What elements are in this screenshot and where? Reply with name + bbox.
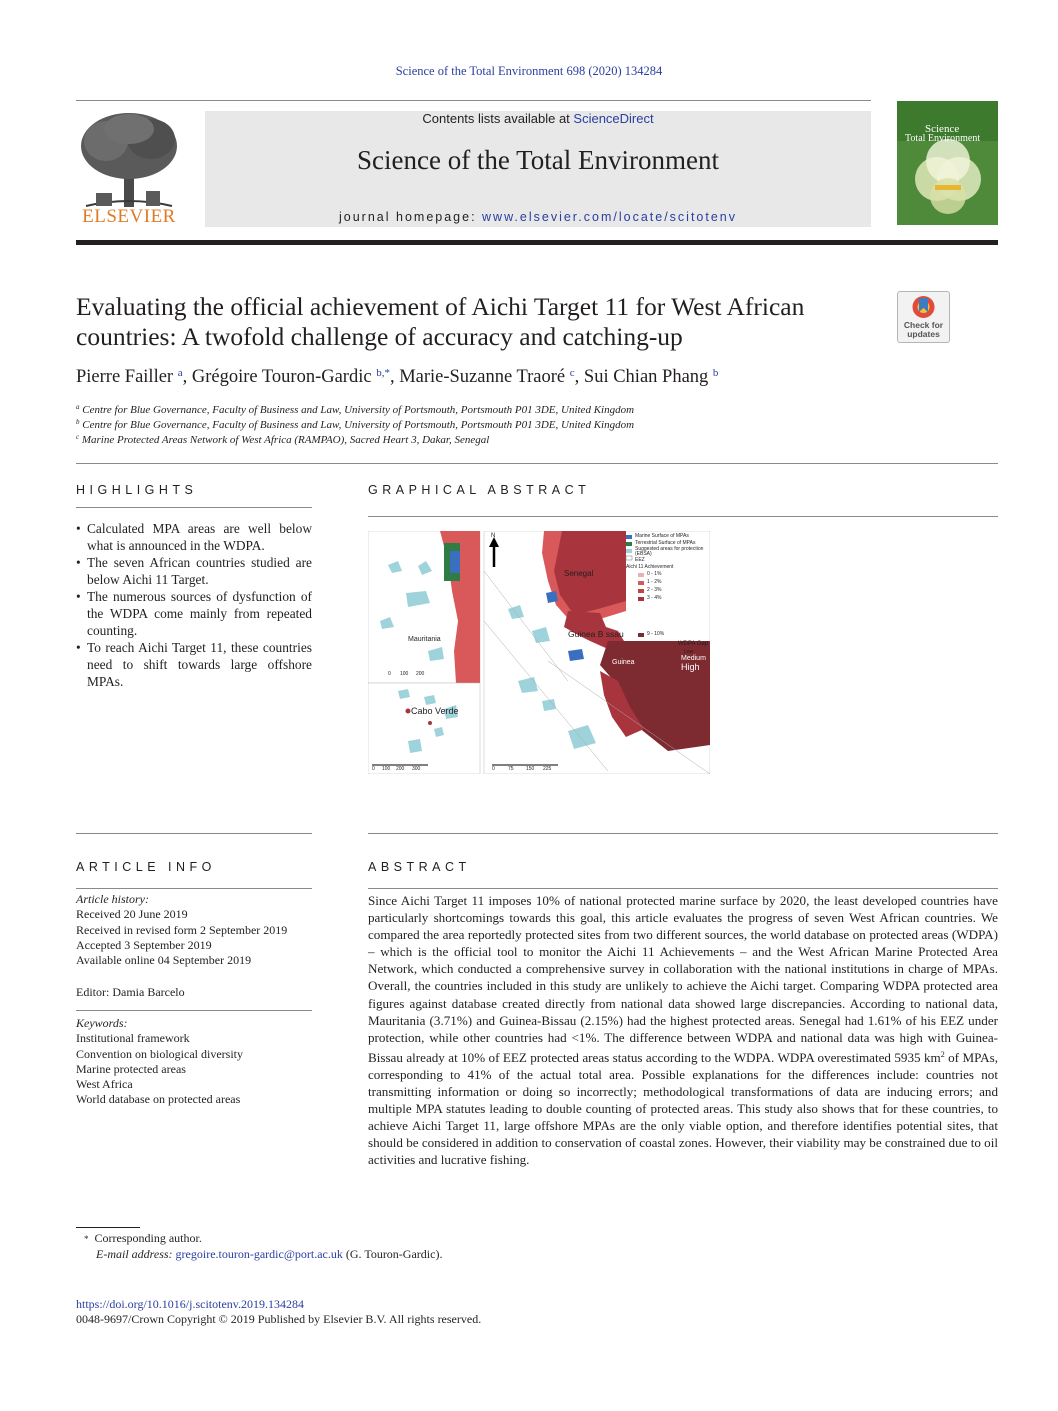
history-label: Article history:: [76, 892, 149, 906]
map-label-mauritania: Mauritania: [408, 636, 441, 643]
keyword-item: World database on protected areas: [76, 1092, 241, 1107]
map-label-senegal: Senegal: [564, 569, 594, 578]
keyword-item: Marine protected areas: [76, 1061, 186, 1076]
highlights-heading: HIGHLIGHTS: [76, 483, 198, 497]
legend-class: 1 - 2%: [647, 579, 662, 585]
scale-label: 200: [396, 766, 405, 772]
contents-prefix: Contents lists available at: [422, 111, 574, 126]
legend-item: EEZ: [635, 557, 645, 563]
history-item: Available online 04 September 2019: [76, 953, 252, 968]
abstract-rule: [368, 888, 998, 889]
graphical-abstract-rule: [368, 516, 998, 517]
article-info-rule: [76, 888, 312, 889]
affiliation: [76, 403, 634, 416]
article-info-heading: ARTICLE INFO: [76, 860, 216, 874]
highlights-rule: [76, 507, 312, 508]
homepage-prefix: journal homepage:: [339, 210, 483, 224]
abstract-sup: 2: [940, 1049, 945, 1059]
wdpa-gap-label: WDPA Gap: [678, 641, 709, 647]
abstract-body-1: Since Aichi Target 11 imposes 10% of national protected marine surface by 2020, the least developed countries have particularly shortcomings towards this goal, this article evaluates the progress of seven West African countries. We compared the area reportedly protected sites from two different sources, the world database on protected areas (WDPA) – which is the official tool to monitor the Aichi 11 Achievements – and the West African Marine Protected Area Network, which conducted a comprehensive survey in collaboration with the national institutions in charge of MPAs. Overall, the countries included in this study are unlikely to achieve the Aichi target. Comparing WDPA protected area figures against database created directly from national data showed large discrepancies. According to national data, Mauritania (3.71%) and Guinea-Bissau (2.15%) had the highest protected areas. Senegal had 1.61% of his EEZ under protection, while other countries had <1%. The difference between WDPA and national data was high with Guinea-Bissau already at 10% of EEZ protected areas status according to the WDPA. WDPA overestimated 5935 km: [368, 893, 998, 1065]
affiliation: [76, 433, 489, 446]
affiliation-sup: c: [76, 433, 80, 441]
keyword-item: Institutional framework: [76, 1031, 190, 1046]
highlight-item: • The seven African countries studied are below Aichi 11 Target.: [76, 554, 312, 588]
cover-title-2: Total Environment: [905, 133, 981, 144]
journal-banner: [205, 111, 871, 227]
highlights-list: [76, 520, 312, 690]
wdpa-level-high: High: [681, 662, 700, 672]
homepage-link[interactable]: www.elsevier.com/locate/scitotenv: [482, 210, 737, 224]
keywords-block: [76, 1016, 312, 1108]
doi-link[interactable]: https://doi.org/10.1016/j.scitotenv.2019.134284: [76, 1297, 304, 1311]
journal-name: Science of the Total Environment: [356, 145, 719, 175]
check-updates-label: Check for updates: [903, 320, 944, 339]
abstract-body-2: of MPAs, corresponding to 41% of the actual total area. Possible explanations for the differences include: countries not transmitting information or doing so incorrectly; methodological transformations of data are inducing errors; and multiple MPA statutes leading to double counting of protected areas. This study also shows that for these countries, to achieve Aichi Target 11, large offshore MPAs are the only viable option, and therefore identifies potential sites, that should be considered in addition to conservation of coastal zones. However, their viability may be constrained due to oil activities and lucrative fishing.: [368, 1049, 998, 1168]
footnote-text: Corresponding author.: [94, 1231, 202, 1245]
highlight-item: • Calculated MPA areas are well below what is announced in the WDPA.: [76, 520, 312, 554]
keyword-item: West Africa: [76, 1077, 133, 1092]
legend-item: Terrestrial Surface of MPAs: [635, 540, 696, 546]
legend-class: 3 - 4%: [647, 595, 662, 601]
author-sup[interactable]: c: [569, 367, 575, 379]
highlight-item: • To reach Aichi Target 11, these countries need to shift towards large offshore MPAs.: [76, 639, 312, 690]
affiliation-sup: b: [76, 418, 80, 426]
legend-heading: Aichi 11 Achievement: [626, 564, 674, 570]
author-list: Pierre Failler $^a$, Grégoire Touron-Gardic $^{b,*}$, Marie-Suzanne Traoré $^c$, Sui Chian Phang $^b$: [76, 367, 719, 387]
graphical-abstract-heading: GRAPHICAL ABSTRACT: [368, 483, 591, 497]
map-label-cabo-verde: Cabo Verde: [411, 706, 459, 716]
publisher-name: ELSEVIER: [82, 206, 176, 227]
wdpa-level-low: Low: [684, 649, 694, 655]
author-sup[interactable]: b,*: [376, 367, 390, 379]
check-for-updates-button[interactable]: [897, 291, 950, 343]
footnote-rule: [76, 1227, 140, 1228]
legend-item: Suggested areas for protection (EBSA): [635, 546, 704, 557]
keywords-label: Keywords:: [76, 1016, 128, 1030]
email-suffix: (G. Touron-Gardic).: [342, 1247, 443, 1261]
elsevier-logo: [76, 111, 182, 227]
history-item: Received in revised form 2 September 2019: [76, 922, 288, 937]
footnote-marker: *: [84, 1234, 89, 1244]
graphical-abstract-map[interactable]: [368, 531, 710, 774]
homepage-line: [205, 210, 871, 224]
scale-label: 75: [508, 766, 514, 772]
editor-line: Editor: Damia Barcelo: [76, 985, 185, 999]
article-title: Evaluating the official achievement of Aichi Target 11 for West African countries: A twofold challenge of accuracy and catching-up: [76, 292, 805, 351]
history-item: Received 20 June 2019: [76, 907, 188, 922]
copyright-line: 0048-9697/Crown Copyright © 2019 Published by Elsevier B.V. All rights reserved.: [76, 1312, 482, 1326]
info-top-rule: [76, 833, 312, 834]
header-thick-rule: [76, 240, 998, 245]
abstract-top-rule: [368, 833, 998, 834]
author-sup[interactable]: b: [712, 367, 719, 379]
scale-label: 100: [382, 766, 391, 772]
scale-label: 300: [412, 766, 421, 772]
map-label-guinea: Guinea: [612, 659, 635, 666]
legend-item: Marine Surface of MPAs: [635, 533, 689, 539]
author-name[interactable]: Sui Chian Phang: [583, 367, 709, 387]
header-top-rule: [76, 100, 871, 101]
map-label-guinea-bissau: Guinea B ssau: [568, 629, 624, 639]
email-link[interactable]: gregoire.touron-gardic@port.ac.uk: [175, 1247, 343, 1261]
sciencedirect-link[interactable]: ScienceDirect: [573, 111, 654, 126]
author-name[interactable]: Pierre Failler: [76, 367, 174, 387]
highlight-item: • The numerous sources of dysfunction of the WDPA come mainly from repeated counting.: [76, 588, 312, 639]
abstract-text: [368, 892, 998, 1169]
author-name[interactable]: Marie-Suzanne Traoré: [399, 367, 566, 387]
affiliation-text: Marine Protected Areas Network of West Africa (RAMPAO), Sacred Heart 3, Dakar, Senegal: [81, 434, 490, 446]
abstract-heading: ABSTRACT: [368, 860, 471, 874]
contents-line: [205, 111, 871, 126]
legend-class: 9 - 10%: [647, 631, 665, 637]
scale-label: 150: [526, 766, 535, 772]
footnote-email-line: [96, 1247, 442, 1262]
history-item: Accepted 3 September 2019: [76, 937, 212, 952]
footnote-corresponding: [84, 1231, 202, 1246]
scale-label: 100: [400, 671, 409, 677]
keyword-item: Convention on biological diversity: [76, 1046, 243, 1061]
scale-label: 0: [388, 671, 391, 677]
affiliation-text: Centre for Blue Governance, Faculty of Business and Law, University of Portsmouth, Portsmouth P01 3DE, United Kingdom: [82, 404, 635, 416]
journal-cover[interactable]: [897, 101, 998, 225]
email-label: E-mail address:: [96, 1247, 176, 1261]
scale-label: 0: [372, 766, 375, 772]
scale-label: 200: [416, 671, 425, 677]
cover-title-1: Science: [925, 123, 960, 135]
author-name[interactable]: Grégoire Touron-Gardic: [191, 367, 372, 387]
keywords-rule: [76, 1010, 312, 1011]
journal-reference[interactable]: Science of the Total Environment 698 (2020) 134284: [395, 64, 663, 78]
article-history: [76, 892, 312, 968]
affiliation-sup: a: [76, 403, 80, 411]
scale-label: 0: [492, 766, 495, 772]
affiliation: [76, 418, 634, 431]
author-sup[interactable]: a: [177, 367, 183, 379]
wdpa-level-medium: Medium: [681, 655, 706, 662]
affiliation-text: Centre for Blue Governance, Faculty of Business and Law, University of Portsmouth, Portsmouth P01 3DE, United Kingdom: [82, 419, 635, 431]
north-arrow-label: N: [491, 533, 496, 539]
affiliation-rule: [76, 463, 998, 464]
legend-class: 0 - 1%: [647, 571, 662, 577]
scale-label: 225: [543, 766, 552, 772]
legend-class: 2 - 3%: [647, 587, 662, 593]
